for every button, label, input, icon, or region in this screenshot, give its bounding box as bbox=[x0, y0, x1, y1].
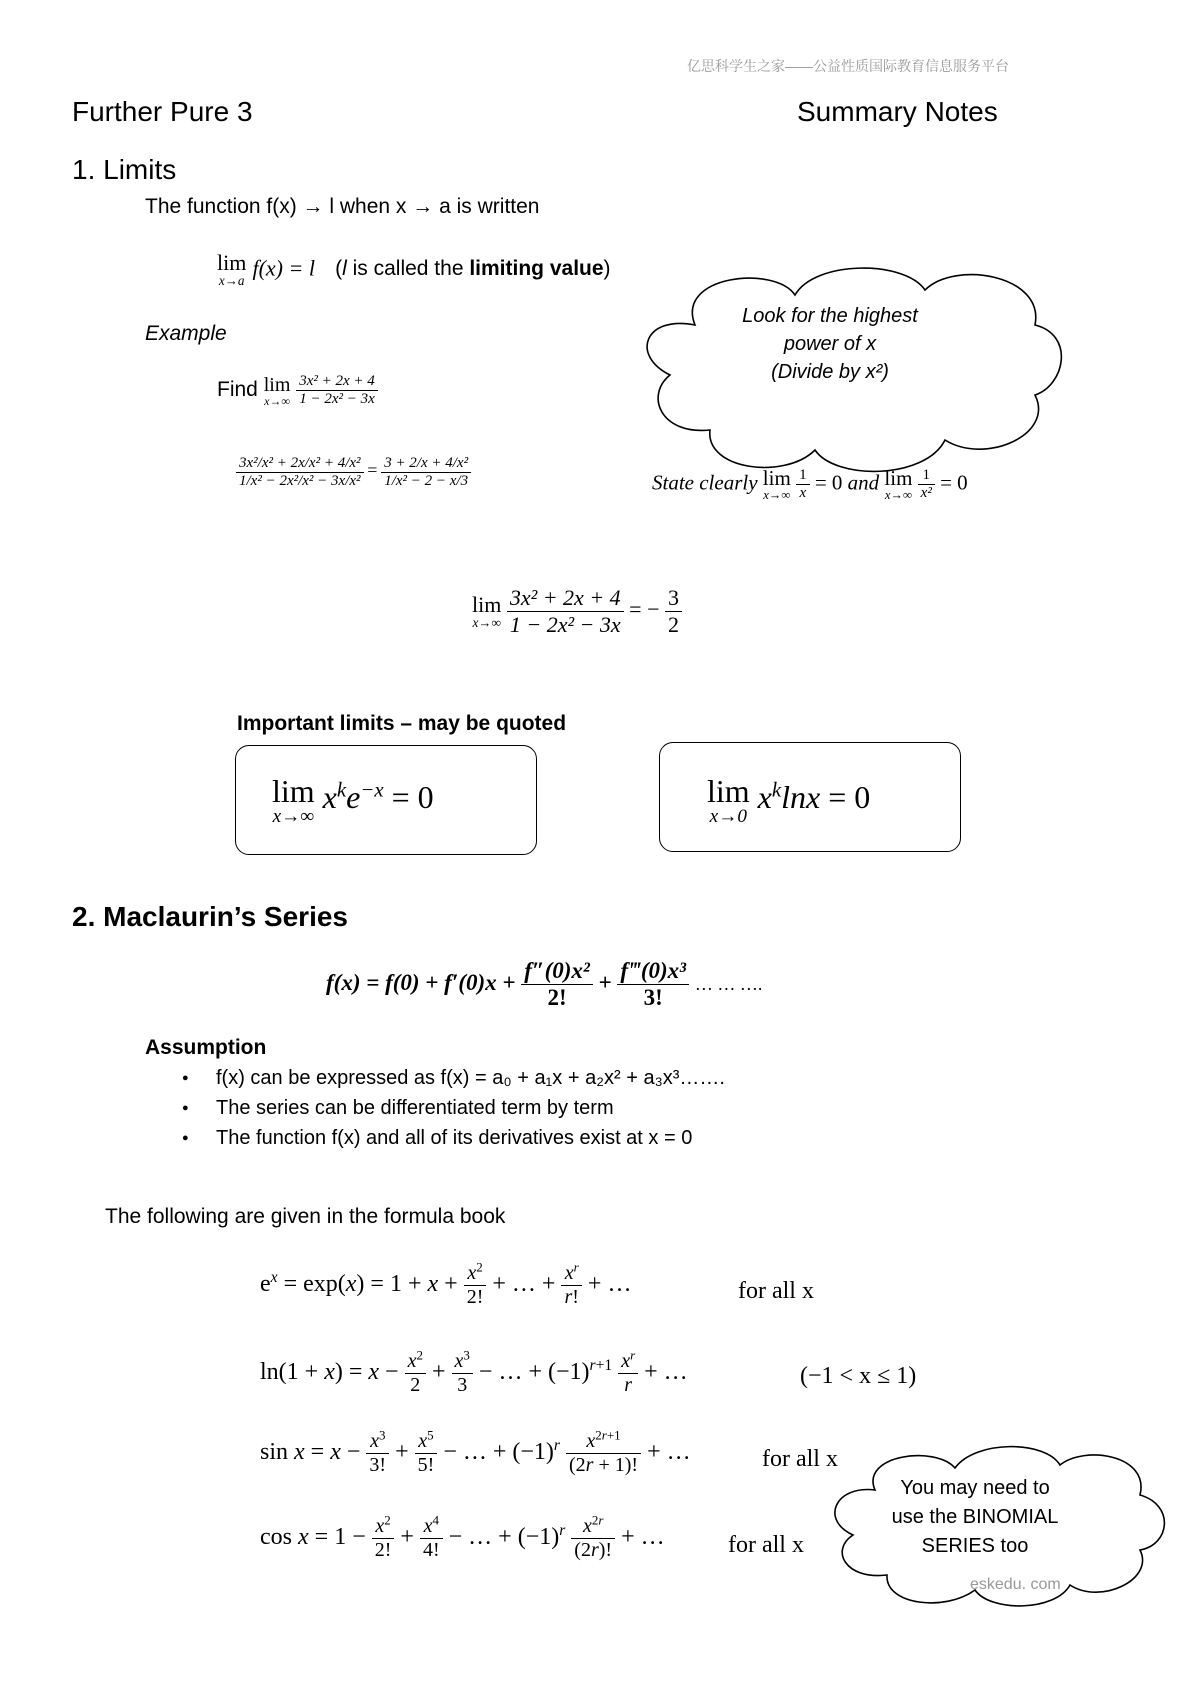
lim-operator: lim x→∞ bbox=[762, 465, 791, 502]
page-title-right: Summary Notes bbox=[797, 96, 998, 127]
limits-intro: The function f(x) → l when x → a is written bbox=[145, 195, 540, 218]
page-title-left: Further Pure 3 bbox=[72, 96, 253, 127]
ln-range: (−1 < x ≤ 1) bbox=[800, 1363, 917, 1389]
divide-working: $\frac{\text{3x²/x² + 2x/x² + 4/x²}}{\text{1/x² − 2x²/x² − 3x/x²}}$ = $\frac{\text{3 + 2/x + 4/x²}}{\text{1/x² − 2 − x/3}}$ bbox=[236, 455, 471, 490]
section-limits-heading: 1. Limits bbox=[72, 154, 177, 185]
limit-expression: f(x) = l bbox=[252, 255, 315, 281]
result-fraction: $\frac{\text{3x² + 2x + 4}}{\text{1 − 2x² − 3x}}$ bbox=[507, 585, 624, 638]
maclaurin-series-formula: f(x) = f(0) + f′(0)x + $\frac{\text{f″(0)x²}}{2!}$ + $\frac{\text{f‴(0)x³}}{3!}$ … … …. bbox=[326, 958, 763, 1010]
lim-operator: lim x→∞ bbox=[472, 591, 502, 630]
cloud-callout-1-text: Look for the highest power of x (Divide by x²) bbox=[742, 305, 918, 383]
footer-watermark: eskedu. com bbox=[970, 1576, 1061, 1593]
limit-notation bbox=[217, 252, 611, 287]
lim-operator: lim x→0 bbox=[707, 773, 750, 827]
lim-operator: lim x→∞ bbox=[272, 773, 315, 827]
lim-operator: lim x→∞ bbox=[263, 373, 291, 408]
lim-operator: lim x→∞ bbox=[884, 465, 913, 502]
cos-series: cos x = 1 − $\frac{x^2}{2!}$ + $\frac{x^4}{4!}$ − … + $(-1)^r$ $\frac{x^{2r}}{(2r)!}$ + … bbox=[260, 1512, 665, 1561]
list-item: ● The series can be differentiated term by term bbox=[182, 1093, 725, 1123]
important-limit-1: lim x→∞ $x^ke^{-x} = 0$ bbox=[272, 773, 434, 827]
limit-result: lim x→∞ $\frac{\text{3x² + 2x + 4}}{\text{1 − 2x² − 3x}}$ = − $\frac{3}{2}$ bbox=[472, 585, 682, 638]
ln-series: ln(1 + x) = x − $\frac{x^2}{2}$ + $\frac{x^3}{3}$ − … + $(-1)^{r+1}$ $\frac{x^r}{r}$ + … bbox=[260, 1347, 688, 1396]
lim-operator: lim x→a bbox=[217, 250, 247, 288]
cloud-callout-2-text: You may need to use the BINOMIAL SERIES too bbox=[891, 1477, 1059, 1557]
list-item: ● The function f(x) and all of its derivatives exist at x = 0 bbox=[182, 1123, 725, 1153]
limit-fraction: $\frac{\text{3x² + 2x + 4}}{\text{1 − 2x² − 3x}}$ bbox=[296, 373, 378, 408]
list-item: ● f(x) can be expressed as f(x) = a₀ + a₁x + a₂x² + a₃x³……. bbox=[182, 1063, 725, 1093]
cos-range: for all x bbox=[728, 1532, 804, 1558]
formula-book-intro: The following are given in the formula book bbox=[105, 1205, 506, 1228]
important-limit-2: lim x→0 $x^k\ln x = 0$ bbox=[707, 773, 871, 827]
limiting-value-note: (l is called the limiting value) bbox=[335, 257, 611, 281]
exp-range: for all x bbox=[738, 1278, 814, 1304]
section-maclaurin-heading: 2. Maclaurin’s Series bbox=[72, 901, 348, 932]
sin-series: sin x = x − $\frac{x^3}{3!}$ + $\frac{x^5}{5!}$ − … + $(-1)^r$ $\frac{x^{2r+1}}{(2r + 1)!}$ + … bbox=[260, 1427, 691, 1476]
example-label: Example bbox=[145, 322, 227, 345]
state-clearly-limits: State clearly lim x→∞ $\frac{1}{x}$ = 0 and lim x→∞ $\frac{1}{\text{x²}}$ = 0 bbox=[652, 465, 968, 502]
sin-range: for all x bbox=[762, 1446, 838, 1472]
working-fraction-2: $\frac{\text{3 + 2/x + 4/x²}}{\text{1/x² − 2 − x/3}}$ bbox=[381, 455, 471, 490]
important-limits-label: Important limits – may be quoted bbox=[237, 712, 567, 735]
assumption-label: Assumption bbox=[145, 1036, 267, 1059]
header-watermark: 亿思科学生之家——公益性质国际教育信息服务平台 bbox=[687, 58, 1009, 74]
exp-series: $e^x = \exp(x) = 1 + x$ + $\frac{x^2}{2!}$ + … + $\frac{x^r}{r!}$ + … bbox=[260, 1259, 632, 1308]
find-limit-problem: Find lim x→∞ $\frac{\text{3x² + 2x + 4}}{\text{1 − 2x² − 3x}}$ bbox=[217, 373, 378, 408]
working-fraction-1: $\frac{\text{3x²/x² + 2x/x² + 4/x²}}{\text{1/x² − 2x²/x² − 3x/x²}}$ bbox=[236, 455, 364, 490]
assumption-list bbox=[182, 1063, 725, 1153]
